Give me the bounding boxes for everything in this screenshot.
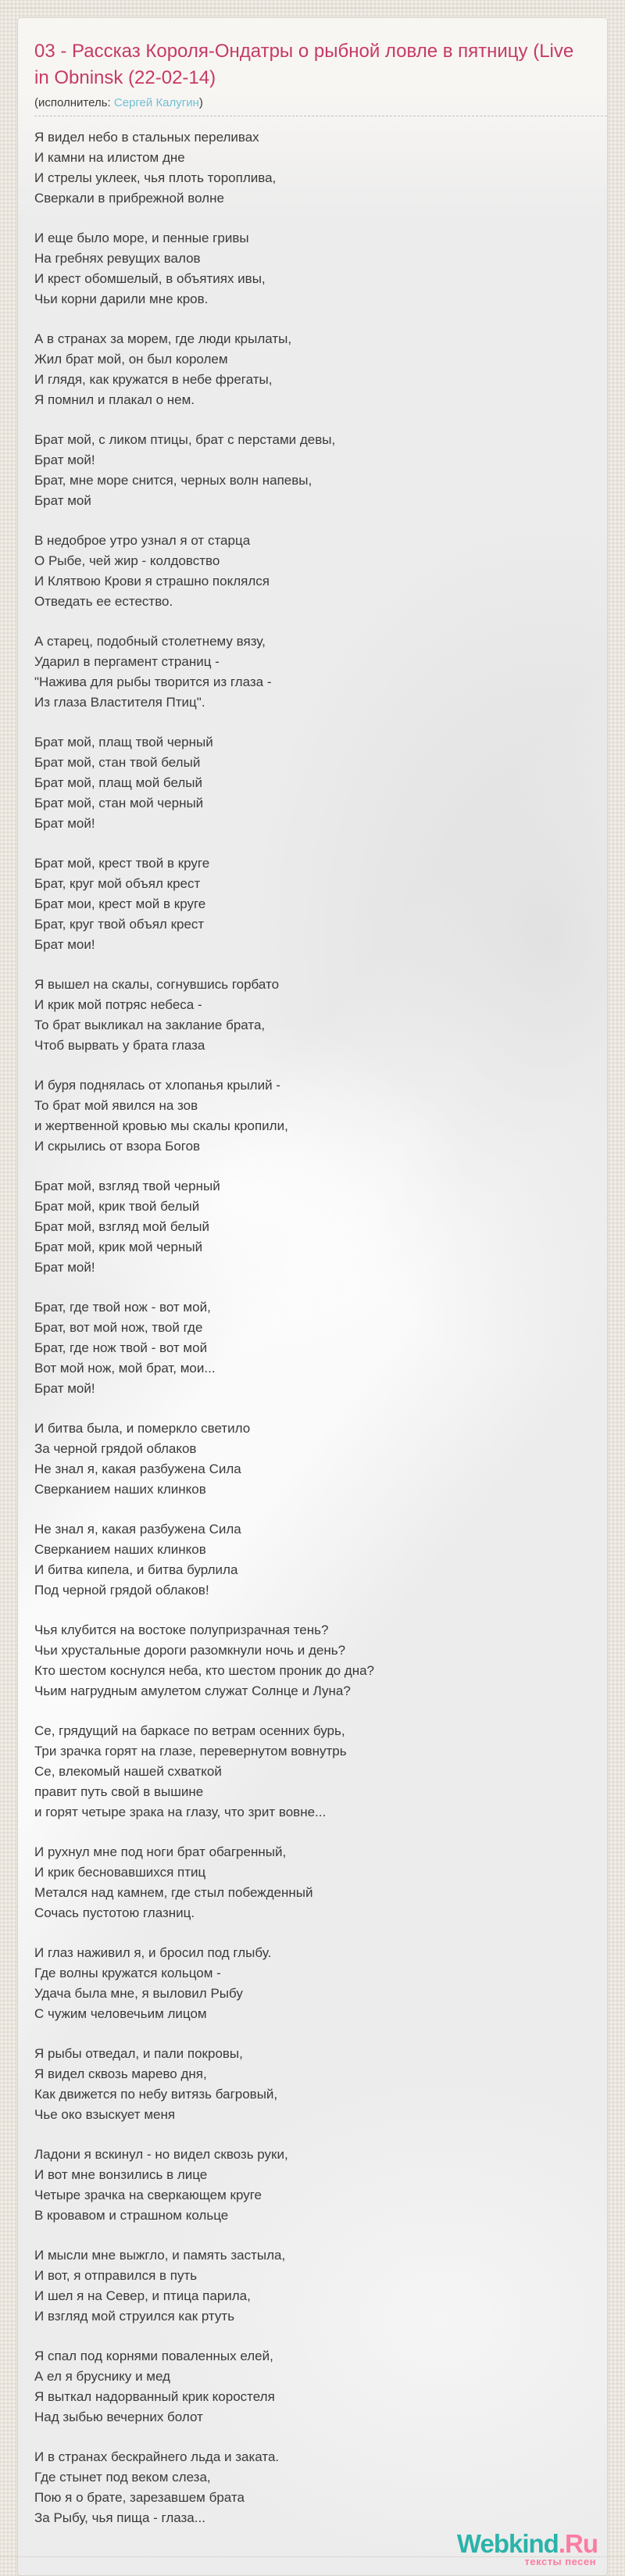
lyrics-text	[18, 116, 607, 2528]
stanza: Не знал я, какая разбужена Сила Сверканием наших клинков И битва кипела, и битва бурлила Под черной грядой облаков!	[34, 1522, 241, 1597]
stanza: И рухнул мне под ноги брат обагренный, И крик бесновавшихся птиц Метался над камнем, где стыл побежденный Сочась пустотою глазниц.	[34, 1844, 313, 1920]
logo-text	[457, 2531, 598, 2556]
stanza: Я вышел на скалы, согнувшись горбато И крик мой потряс небеса - То брат выкликал на заклание брата, Чтоб вырвать у брата глаза	[34, 977, 280, 1053]
stanza: И битва была, и померкло светило За черной грядой облаков Не знал я, какая разбужена Сила Сверканием наших клинков	[34, 1421, 251, 1497]
stanza: Ладони я вскинул - но видел сквозь руки, И вот мне вонзились в лице Четыре зрачка на сверкающем круге В кровавом и страшном кольце	[34, 2147, 288, 2223]
bottom-dotted-rule	[0, 2556, 625, 2557]
artist-suffix: )	[198, 96, 203, 109]
song-header	[18, 30, 607, 111]
stanza: Я видел небо в стальных переливах И камни на илистом дне И стрелы уклеек, чья плоть тороплива, Сверкали в прибрежной волне	[34, 130, 277, 206]
stanza: Брат мой, взгляд твой черный Брат мой, крик твой белый Брат мой, взгляд мой белый Брат мой, крик мой черный Брат мой!	[34, 1179, 220, 1275]
stanza: Брат мой, плащ твой черный Брат мой, стан твой белый Брат мой, плащ мой белый Брат мой, стан мой черный Брат мой!	[34, 735, 213, 831]
stanza: Брат, где твой нож - вот мой, Брат, вот мой нож, твой где Брат, где нож твой - вот мой Вот мой нож, мой брат, мои... Брат мой!	[34, 1300, 216, 1396]
stanza: В недоброе утро узнал я от старца О Рыбе, чей жир - колдовство И Клятвою Крови я страшно поклялся Отведать ее естество.	[34, 533, 270, 609]
top-dotted-rule	[0, 8, 625, 9]
lyrics-card	[17, 17, 608, 2576]
logo-tagline: тексты песен	[524, 2556, 596, 2567]
stanza: И в странах бескрайнего льда и заката. Где стынет под веком слеза, Пою я о брате, зарезавшем брата За Рыбу, чья пища - глаза...	[34, 2449, 280, 2525]
artist-link[interactable]: Сергей Калугин	[113, 96, 199, 109]
stanza: Чья клубится на востоке полупризрачная тень? Чьи хрустальные дороги разомкнули ночь и день? Кто шестом коснулся неба, кто шестом проник до дна? Чьим нагрудным амулетом служат Солнце и Луна?	[34, 1623, 375, 1698]
stanza: Я рыбы отведал, и пали покровы, Я видел сквозь марево дня, Как движется по небу витязь багровый, Чье око взыскует меня	[34, 2046, 278, 2122]
webkind-logo[interactable]	[457, 2531, 598, 2567]
stanza: Брат мой, крест твой в круге Брат, круг мой объял крест Брат мои, крест мой в круге Брат, круг твой объял крест Брат мои!	[34, 856, 210, 952]
stanza: Я спал под корнями поваленных елей, А ел я бруснику и мед Я выткал надорванный крик коростеля Над зыбью вечерних болот	[34, 2349, 275, 2424]
stanza: И еще было море, и пенные гривы На гребнях ревущих валов И крест обомшелый, в объятиях ивы, Чьи корни дарили мне кров.	[34, 231, 266, 306]
stanza: И глаз наживил я, и бросил под глыбу. Где волны кружатся кольцом - Удача была мне, я выловил Рыбу С чужим человечьим лицом	[34, 1945, 272, 2021]
stanza: И буря поднялась от хлопанья крылий - То брат мой явился на зов и жертвенной кровью мы скалы кропили, И скрылись от взора Богов	[34, 1078, 288, 1154]
stanza: Брат мой, с ликом птицы, брат с перстами девы, Брат мой! Брат, мне море снится, черных волн напевы, Брат мой	[34, 432, 336, 508]
stanza: А старец, подобный столетнему вязу, Ударил в пергамент страниц - "Нажива для рыбы творится из глаза - Из глаза Властителя Птиц".	[34, 634, 272, 710]
artist-label: (исполнитель:	[34, 96, 111, 109]
artist-line	[34, 95, 591, 111]
stanza: И мысли мне выжгло, и память застыла, И вот, я отправился в путь И шел я на Север, и птица парила, И взгляд мой струился как ртуть	[34, 2248, 286, 2324]
logo-ru: .Ru	[558, 2529, 598, 2558]
stanza: Се, грядущий на баркасе по ветрам осенних бурь, Три зрачка горят на глазе, перевернутом вовнутрь Се, влекомый нашей схваткой правит путь свой в вышине и горят четыре зрака на глазу, что зрит вовне...	[34, 1723, 347, 1819]
logo-webkind: Webkind	[456, 2529, 559, 2558]
stanza: А в странах за морем, где люди крылаты, Жил брат мой, он был королем И глядя, как кружатся в небе фрегаты, Я помнил и плакал о нем.	[34, 331, 292, 407]
page-title: 03 - Рассказ Короля-Ондатры о рыбной ловле в пятницу (Live in Obninsk (22-02-14)	[34, 41, 574, 88]
